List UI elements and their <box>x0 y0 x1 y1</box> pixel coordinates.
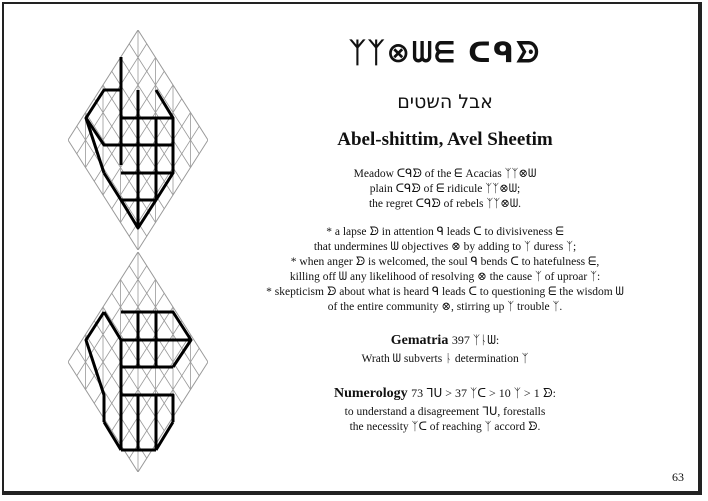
commentary-line: * a lapse ᗦ in attention ᑫ leads ᑕ to divisiveness ᗴ <box>326 226 564 238</box>
entry-title: Abel-shittim, Avel Sheetim <box>337 129 553 150</box>
hebrew-title: אבל השטים <box>397 91 493 113</box>
commentary-block <box>215 225 675 315</box>
gematria-value: 397 ᛉᚿᗯ: <box>451 333 500 347</box>
commentary-line: * when anger ᗦ is welcomed, the soul ᑫ bends ᑕ to hatefulness ᗴ, <box>290 256 600 268</box>
commentary-line: * skepticism ᗦ about what is heard ᑫ leads ᑕ to questioning ᗴ the wisdom ᗯ <box>266 286 624 298</box>
gematria-label: Gematria <box>390 333 449 348</box>
page-number: 63 <box>672 470 684 484</box>
meaning-line: Meadow ᑕᑫᗦ of the ᗴ Acacias ᛉᛉ⊗ᗯ <box>353 168 537 180</box>
numerology-line: the necessity ᛉᑕ of reaching ᛉ accord ᗦ. <box>349 421 541 433</box>
glyph-diagrams <box>68 30 208 470</box>
upper-diamond-diagram <box>68 30 208 250</box>
commentary-line: that undermines ᗯ objectives ⊗ by adding to ᛉ duress ᛉ; <box>313 241 577 253</box>
numerology-value: 73 ᒣᑌ > 37 ᛉᑕ > 10 ᛉ > 1 ᗦ: <box>411 386 556 400</box>
numerology-heading <box>215 384 675 402</box>
ancient-script-title: ᛉᛉ⊗ᗯᗴ ᑕᑫᗦ <box>348 36 542 69</box>
gematria-heading <box>215 331 675 349</box>
commentary-line: of the entire community ⊗, stirring up ᛉ trouble ᛉ. <box>327 301 563 313</box>
entry-text <box>215 30 675 435</box>
numerology-label: Numerology <box>334 386 408 401</box>
meaning-line: the regret ᑕᑫᗦ of rebels ᛉᛉ⊗ᗯ. <box>368 198 522 210</box>
lower-diamond-diagram <box>68 252 208 472</box>
meaning-block <box>215 167 675 212</box>
gematria-line: Wrath ᗯ subverts ᚿ determination ᛉ <box>361 353 529 365</box>
numerology-line: to understand a disagreement ᒣᑌ, forestalls <box>344 406 546 418</box>
commentary-line: killing off ᗯ any likelihood of resolving ⊗ the cause ᛉ of uproar ᛉ: <box>289 271 601 283</box>
meaning-line: plain ᑕᑫᗦ of ᗴ ridicule ᛉᛉ⊗ᗯ; <box>369 183 521 195</box>
